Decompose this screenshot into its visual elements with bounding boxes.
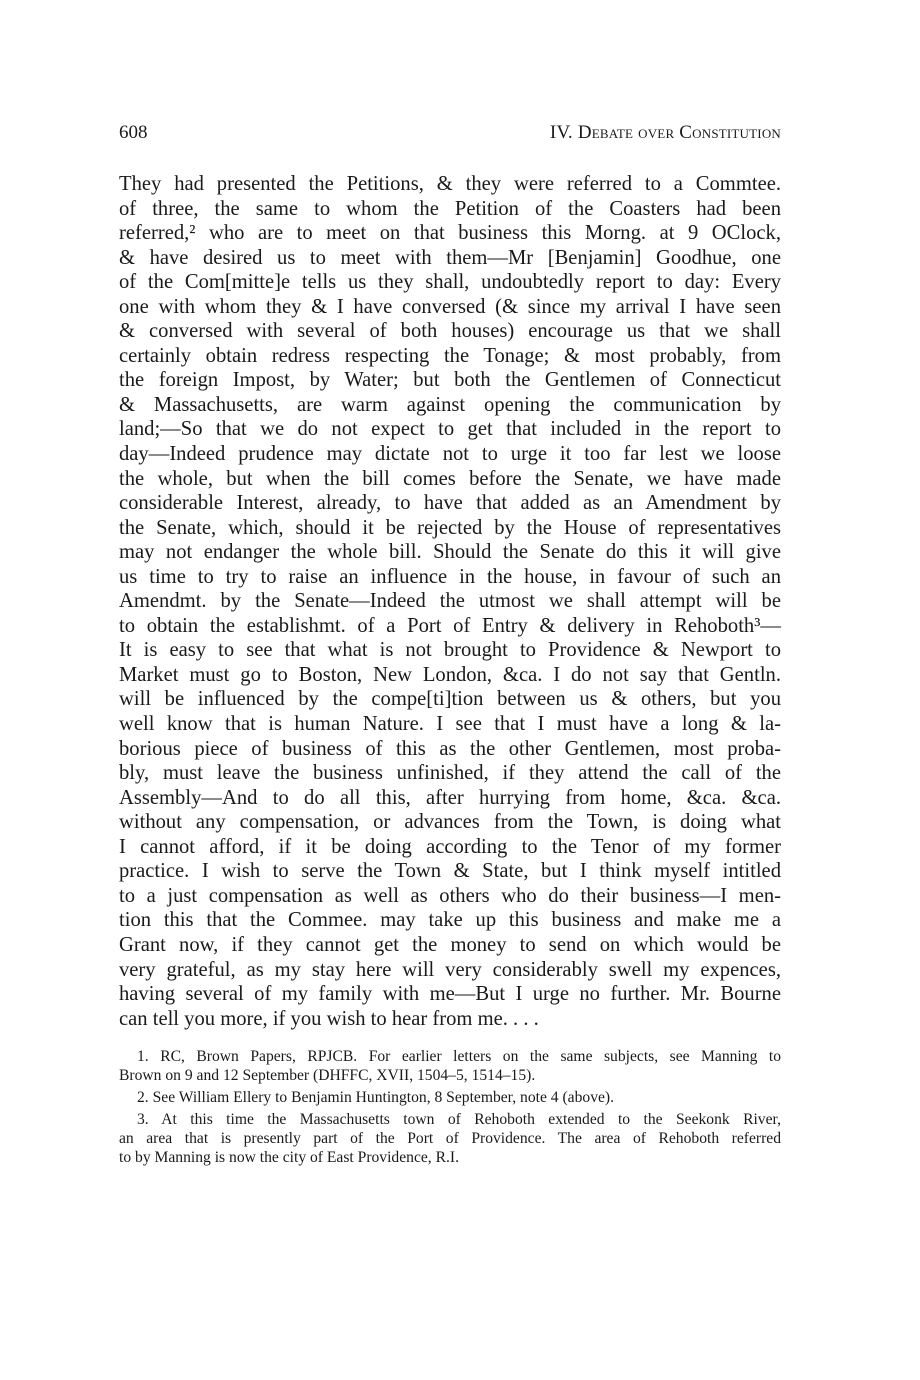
body-line: referred,² who are to meet on that business this Morng. at 9 OClock, [119, 222, 781, 245]
body-line: day—Indeed prudence may dictate not to urge it too far lest we loose [119, 443, 781, 466]
body-line: certainly obtain redress respecting the Tonage; & most probably, from [119, 344, 781, 367]
body-line: Grant now, if they cannot get the money to send on which would be [119, 933, 781, 956]
footnote [119, 1088, 781, 1107]
body-line: & Massachusetts, are warm against opening the communication by [119, 393, 781, 416]
body-line: bly, must leave the business unfinished, if they attend the call of the [119, 762, 781, 785]
body-line: very grateful, as my stay here will very considerably swell my expences, [119, 958, 781, 981]
footnote-line: an area that is presently part of the Port of Providence. The area of Rehoboth referred [119, 1130, 781, 1147]
body-line: land;—So that we do not expect to get that included in the report to [119, 418, 781, 441]
body-line: practice. I wish to serve the Town & State, but I think myself intitled [119, 860, 781, 883]
body-line: considerable Interest, already, to have that added as an Amendment by [119, 492, 781, 515]
body-line: will be influenced by the compe[ti]tion between us & others, but you [119, 688, 781, 711]
body-line: having several of my family with me—But I urge no further. Mr. Bourne [119, 983, 781, 1006]
body-line: & conversed with several of both houses) encourage us that we shall [119, 320, 781, 343]
footnote-line: 3. At this time the Massachusetts town of Rehoboth extended to the Seekonk River, [137, 1111, 781, 1128]
body-line: the Senate, which, should it be rejected by the House of representatives [119, 516, 781, 539]
body-line: can tell you more, if you wish to hear from me. . . . [119, 1007, 539, 1030]
body-line: Market must go to Boston, New London, &ca. I do not say that Gentln. [119, 663, 781, 686]
body-line: & have desired us to meet with them—Mr [Benjamin] Goodhue, one [119, 246, 781, 269]
body-line: us time to try to raise an influence in the house, in favour of such an [119, 565, 781, 588]
body-line: Assembly—And to do all this, after hurrying from home, &ca. &ca. [119, 786, 781, 809]
body-line: Amendmt. by the Senate—Indeed the utmost we shall attempt will be [119, 590, 781, 613]
body-line: the whole, but when the bill comes before the Senate, we have made [119, 467, 781, 490]
body-line: the foreign Impost, by Water; but both the Gentlemen of Connecticut [119, 369, 781, 392]
body-line: to obtain the establishmt. of a Port of Entry & delivery in Rehoboth³— [119, 614, 781, 637]
body-line: It is easy to see that what is not brought to Providence & Newport to [119, 639, 781, 662]
letter-body [119, 172, 781, 1031]
body-line: to a just compensation as well as others who do their business—I men- [119, 884, 781, 907]
body-line: tion this that the Commee. may take up this business and make me a [119, 909, 781, 932]
body-line: borious piece of business of this as the other Gentlemen, most proba- [119, 737, 781, 760]
running-head [119, 122, 781, 150]
footnotes [119, 1047, 781, 1167]
body-line: one with whom they & I have conversed (& since my arrival I have seen [119, 295, 781, 318]
body-line: well know that is human Nature. I see that I must have a long & la- [119, 713, 781, 736]
body-line: of the Com[mitte]e tells us they shall, undoubtedly report to day: Every [119, 271, 781, 294]
section-title: IV. Debate over Constitution [549, 122, 781, 143]
body-line: I cannot afford, if it be doing according to the Tenor of my former [119, 835, 781, 858]
footnote-line: Brown on 9 and 12 September (DHFFC, XVII, 1504–5, 1514–15). [119, 1067, 536, 1084]
footnote-line: 2. See William Ellery to Benjamin Huntington, 8 September, note 4 (above). [137, 1089, 615, 1106]
footnote-line: to by Manning is now the city of East Providence, R.I. [119, 1149, 459, 1166]
page-number: 608 [119, 122, 148, 143]
body-line: may not endanger the whole bill. Should the Senate do this it will give [119, 541, 781, 564]
footnote [119, 1110, 781, 1167]
footnote-line: 1. RC, Brown Papers, RPJCB. For earlier letters on the same subjects, see Manning to [137, 1048, 781, 1065]
body-line: without any compensation, or advances from the Town, is doing what [119, 811, 781, 834]
body-line: of three, the same to whom the Petition of the Coasters had been [119, 197, 781, 220]
body-line: They had presented the Petitions, & they were referred to a Commtee. [119, 173, 781, 195]
footnote [119, 1047, 781, 1085]
